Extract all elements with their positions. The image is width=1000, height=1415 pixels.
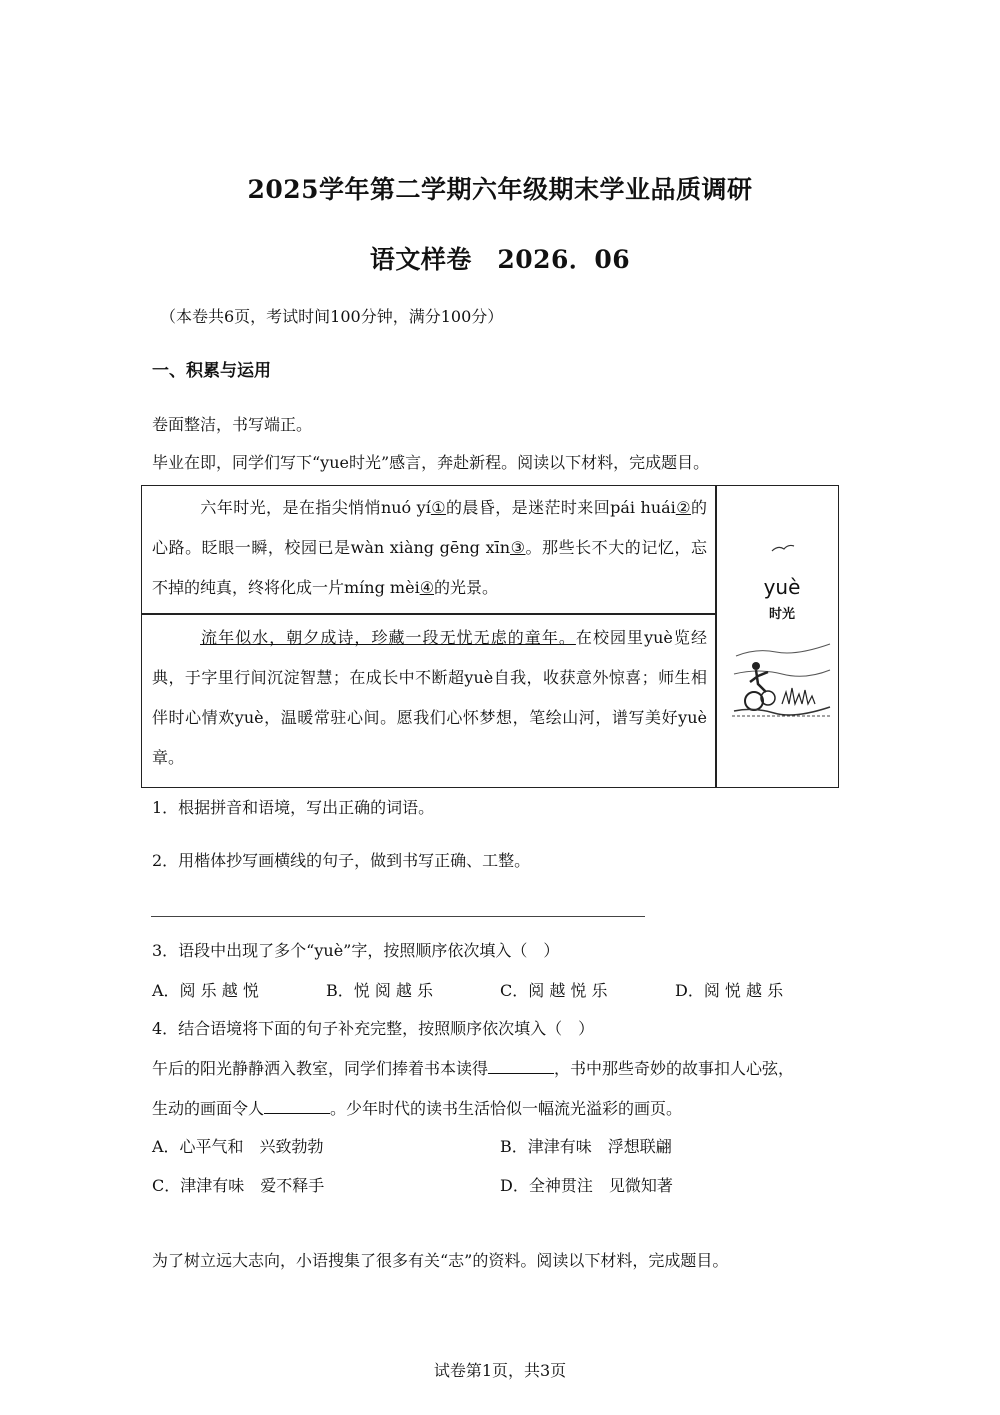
art-subtitle: 时光 (768, 607, 796, 622)
q3-option-b[interactable]: B．悦 阅 越 乐 (326, 981, 434, 1000)
blank-1: ① (430, 498, 447, 517)
q4-option-a[interactable]: A．心平气和 兴致勃勃 (152, 1137, 324, 1156)
exam-note: （本卷共6页，考试时间100分钟，满分100分） (160, 307, 504, 326)
blank-2: ② (675, 498, 691, 517)
intro-line-1: 卷面整洁，书写端正。 (152, 415, 313, 434)
box-divider-vertical (715, 486, 717, 787)
q4-option-b[interactable]: B．津津有味 浮想联翩 (500, 1137, 672, 1156)
question-4: 4．结合语境将下面的句子补充完整，按照顺序依次填入（ ） (152, 1019, 595, 1038)
intro-line-2: 毕业在即，同学们写下“yue时光”感言，奔赴新程。阅读以下材料，完成题目。 (152, 453, 710, 472)
exam-subtitle: 语文样卷 2026．06 (369, 245, 631, 274)
blank-3: ③ (510, 538, 526, 557)
answer-line[interactable] (151, 916, 645, 917)
q4-option-d[interactable]: D．全神贯注 见微知著 (500, 1176, 673, 1195)
question-3: 3．语段中出现了多个“yuè”字，按照顺序依次填入（ ） (152, 941, 560, 960)
box-divider-horizontal (142, 613, 716, 615)
page-footer: 试卷第1页，共3页 (433, 1361, 567, 1380)
art-title: yuè (763, 575, 801, 599)
blank-4: ④ (419, 578, 435, 597)
cyclist-illustration (732, 526, 832, 726)
section-heading: 一、积累与运用 (152, 361, 271, 381)
material-paragraph-2: 流年似水，朝夕成诗，珍藏一段无忧无虑的童年。在校园里yuè览经典，于字里行间沉淀智慧；在成长中不断超yuè自我，收获意外惊喜；师生相伴时心情欢yuè，温暖常驻心间。愿我们心怀梦想，笔绘山河，谱写美好yuè章。 (152, 628, 707, 767)
fill-blank-2[interactable] (264, 1097, 330, 1114)
q3-option-d[interactable]: D．阅 悦 越 乐 (675, 981, 784, 1000)
material-paragraph-1: 六年时光，是在指尖悄悄nuó yí①的晨昏，是迷茫时来回pái huái②的心路。眨眼一瞬，校园已是wàn xiàng gēng xīn③。那些长不大的记忆，忘不掉的纯真，终将化成一片míng mèi④的光景。 (152, 498, 707, 597)
material-box (141, 485, 839, 788)
q3-option-c[interactable]: C．阅 越 悦 乐 (500, 981, 608, 1000)
closing-instruction: 为了树立远大志向，小语搜集了很多有关“志”的资料。阅读以下材料，完成题目。 (152, 1251, 729, 1270)
q4-option-c[interactable]: C．津津有味 爱不释手 (152, 1176, 325, 1195)
underlined-sentence: 流年似水，朝夕成诗，珍藏一段无忧无虑的童年。 (200, 628, 576, 647)
fill-blank-1[interactable] (488, 1057, 554, 1074)
question-1: 1．根据拼音和语境，写出正确的词语。 (152, 798, 435, 817)
q4-text-line-1: 午后的阳光静静洒入教室，同学们捧着书本读得 ，书中那些奇妙的故事扣人心弦， (152, 1059, 795, 1078)
question-2: 2．用楷体抄写画横线的句子，做到书写正确、工整。 (152, 851, 531, 870)
exam-title: 2025学年第二学期六年级期末学业品质调研 (247, 175, 753, 204)
q3-option-a[interactable]: A．阅 乐 越 悦 (152, 981, 259, 1000)
illustration-panel (732, 526, 832, 726)
q4-text-line-2: 生动的画面令人 。少年时代的读书生活恰似一幅流光溢彩的画页。 (152, 1099, 683, 1118)
